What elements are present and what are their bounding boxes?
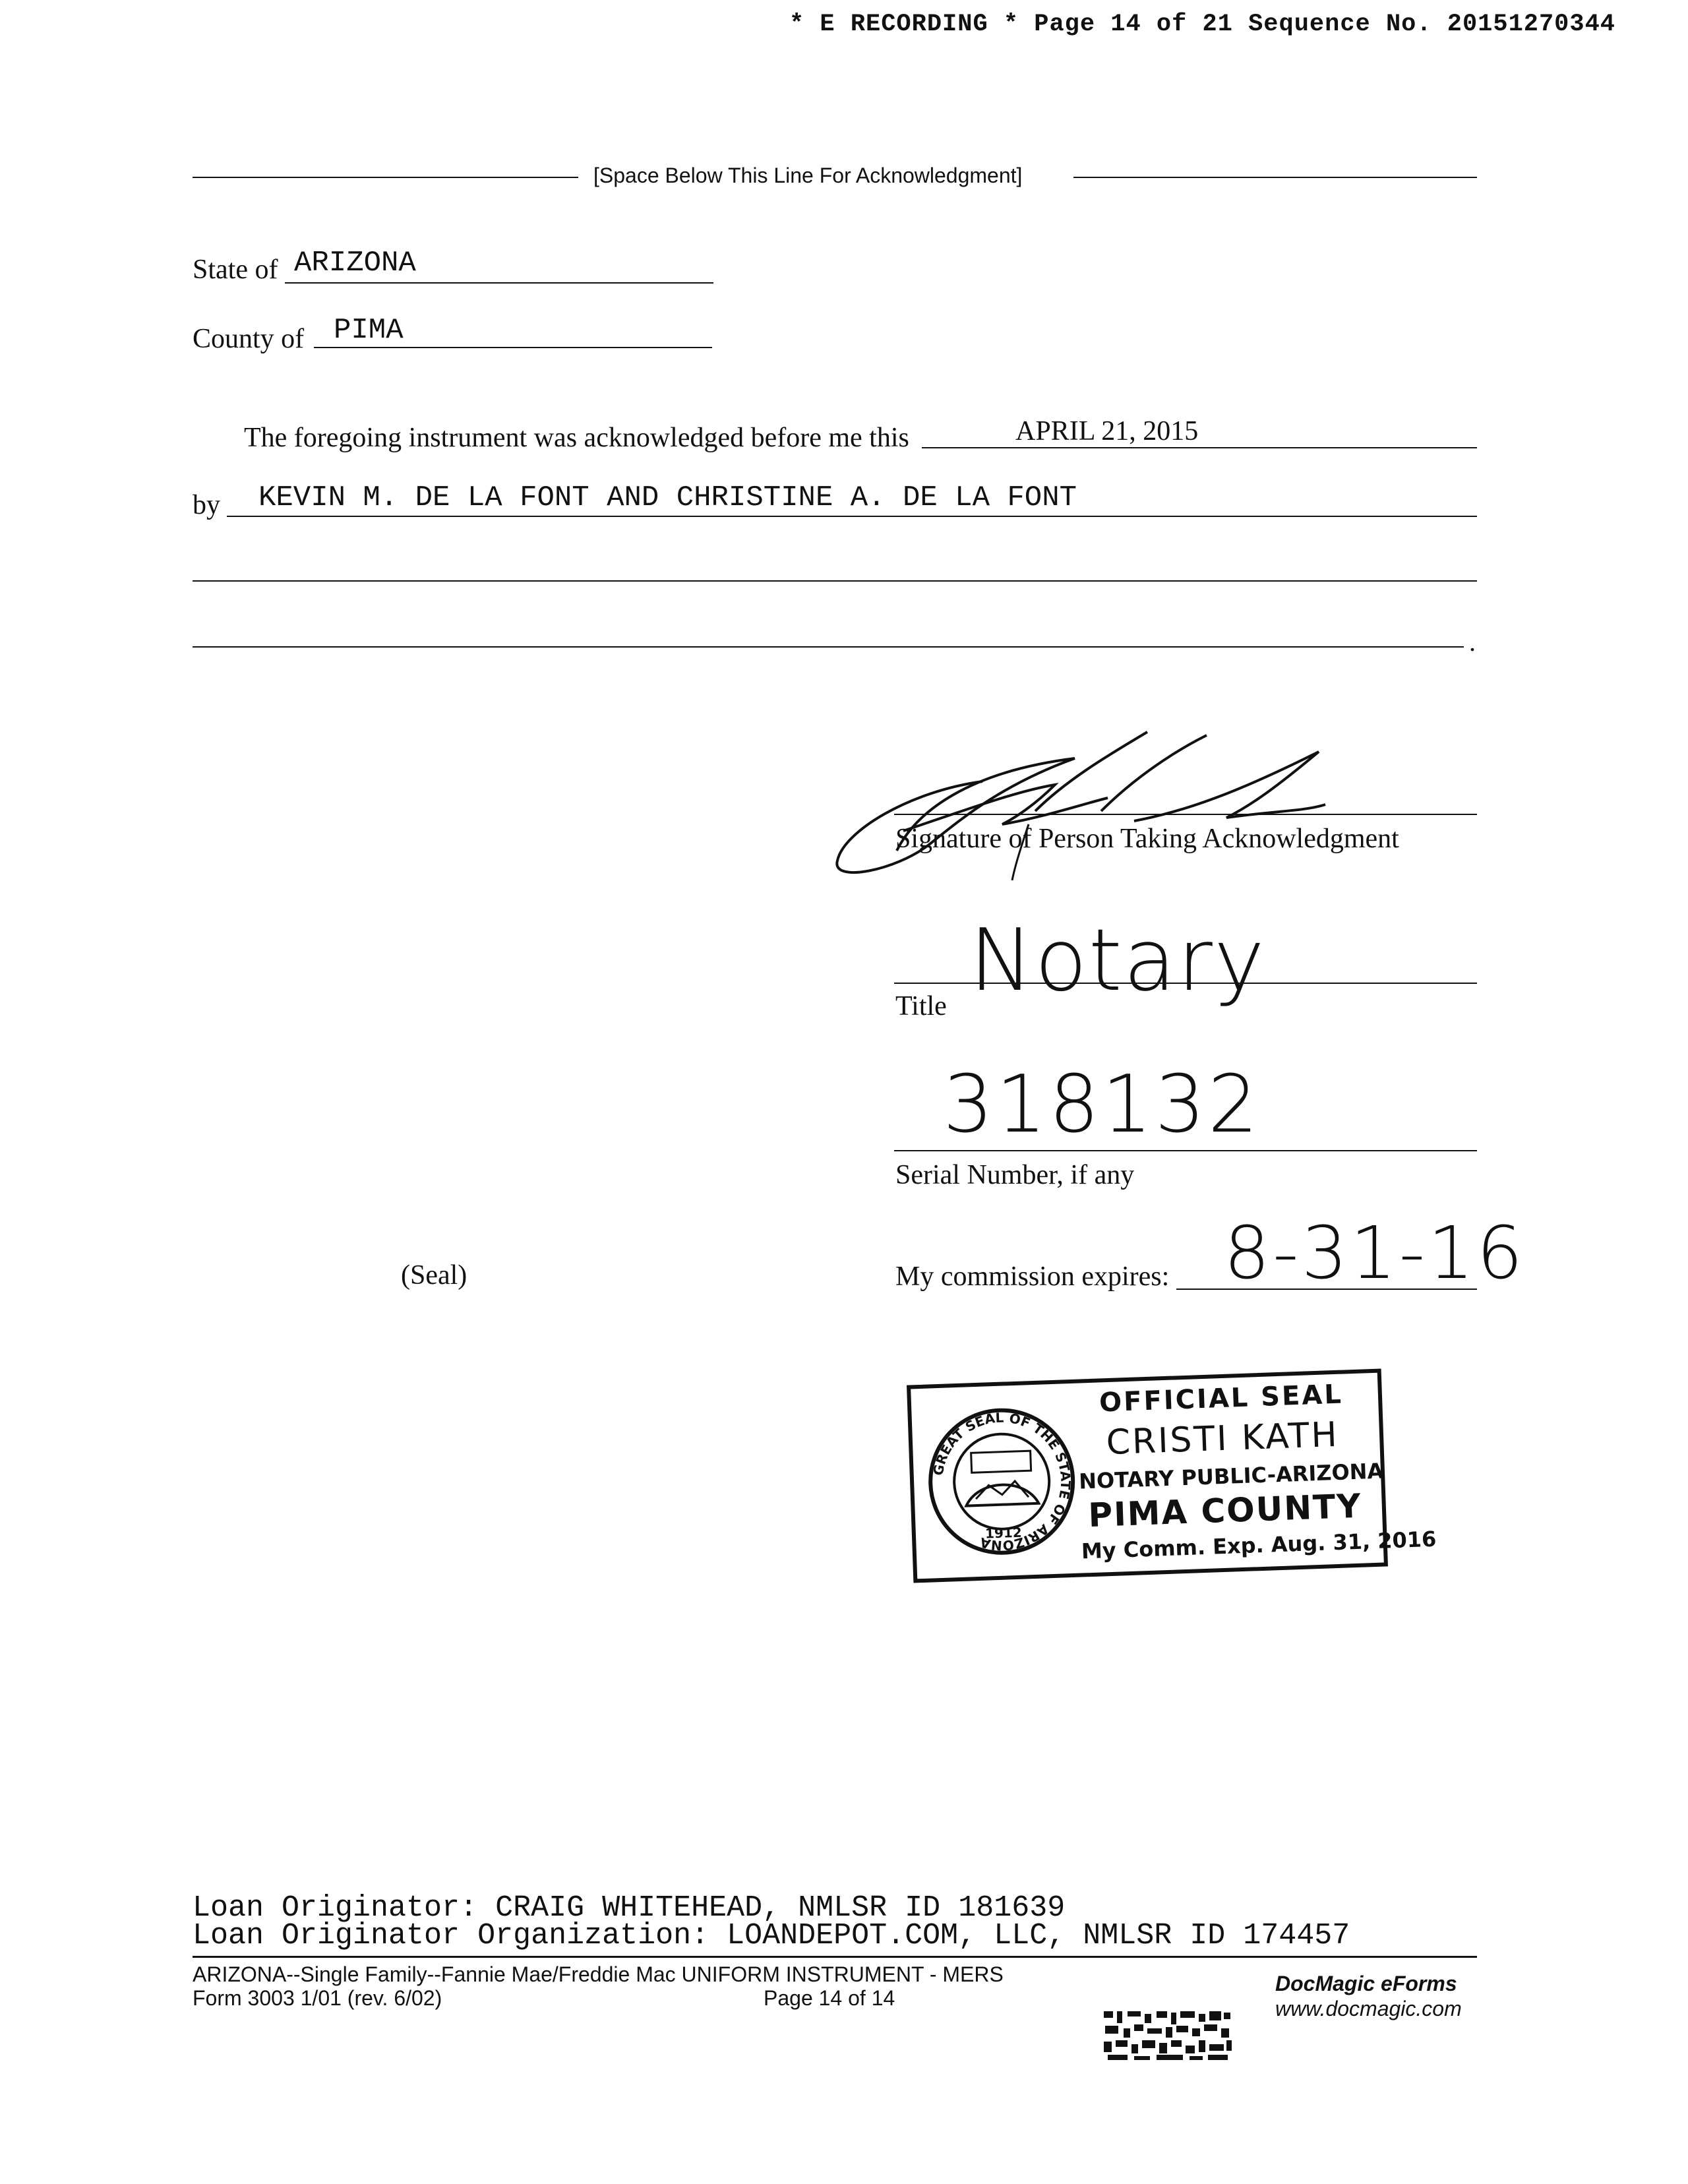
state-underline (285, 282, 713, 284)
seal-line-official: OFFICIAL SEAL (1099, 1379, 1344, 1418)
line-end-mark: . (1469, 627, 1476, 657)
page-number: Page 14 of 14 (764, 1986, 895, 2010)
signature-caption: Signature of Person Taking Acknowledgment (895, 824, 1399, 854)
seal-line-commission: My Comm. Exp. Aug. 31, 2016 (1081, 1526, 1437, 1564)
signature-line (894, 814, 1477, 815)
seal-line-notary-name: CRISTI KATH (1105, 1414, 1340, 1463)
county-underline (314, 347, 712, 348)
commission-handwritten: 8-31-16 (1224, 1211, 1526, 1295)
by-label: by (193, 490, 220, 520)
footer-rule (193, 1956, 1477, 1958)
state-label: State of (193, 255, 278, 285)
official-seal-stamp (907, 1369, 1437, 1583)
seal-label: (Seal) (401, 1260, 467, 1290)
commission-label: My commission expires: (895, 1261, 1170, 1292)
serial-handwritten: 318132 (943, 1059, 1261, 1151)
document-barcode (1101, 2009, 1233, 2061)
state-value: ARIZONA (294, 247, 416, 280)
blank-line-1 (193, 580, 1477, 582)
divider-right (1073, 177, 1477, 178)
loan-originator-organization: Loan Originator Organization: LOANDEPOT.COM, LLC, NMLSR ID 174457 (193, 1919, 1350, 1953)
by-underline (227, 516, 1477, 517)
seal-emblem-year: 1912 (984, 1524, 1023, 1542)
county-label: County of (193, 324, 305, 354)
loan-originator: Loan Originator: CRAIG WHITEHEAD, NMLSR ID 181639 (193, 1891, 1066, 1925)
title-line (894, 983, 1477, 984)
seal-emblem-text: GREAT SEAL OF THE STATE OF ARIZONA (930, 1409, 1074, 1554)
title-handwritten: Notary (969, 910, 1266, 1010)
seal-line-notary-public: NOTARY PUBLIC-ARIZONA (1078, 1458, 1384, 1494)
commission-line (1176, 1289, 1477, 1290)
acknowledgment-divider-label: [Space Below This Line For Acknowledgment] (593, 164, 1023, 187)
recording-header: * E RECORDING * Page 14 of 21 Sequence No. 20151270344 (789, 11, 1615, 38)
docmagic-brand: DocMagic eForms (1275, 1972, 1457, 1995)
arizona-state-seal-emblem (923, 1403, 1080, 1560)
divider-left (193, 177, 578, 178)
serial-label: Serial Number, if any (895, 1160, 1135, 1190)
date-underline (922, 447, 1477, 448)
title-label: Title (895, 991, 947, 1021)
form-title: ARIZONA--Single Family--Fannie Mae/Freddie Mac UNIFORM INSTRUMENT - MERS (193, 1962, 1004, 1986)
seal-line-county: PIMA COUNTY (1087, 1486, 1363, 1535)
county-value: PIMA (334, 314, 404, 347)
form-number: Form 3003 1/01 (rev. 6/02) (193, 1986, 442, 2010)
signature-scribble (818, 712, 1345, 884)
acknowledgment-date: APRIL 21, 2015 (1015, 416, 1199, 446)
docmagic-website: www.docmagic.com (1275, 1997, 1462, 2020)
serial-line (894, 1150, 1477, 1151)
acknowledged-by-names: KEVIN M. DE LA FONT AND CHRISTINE A. DE LA FONT (258, 481, 1077, 514)
blank-line-2 (193, 646, 1464, 648)
foregoing-text: The foregoing instrument was acknowledged before me this (244, 423, 909, 453)
